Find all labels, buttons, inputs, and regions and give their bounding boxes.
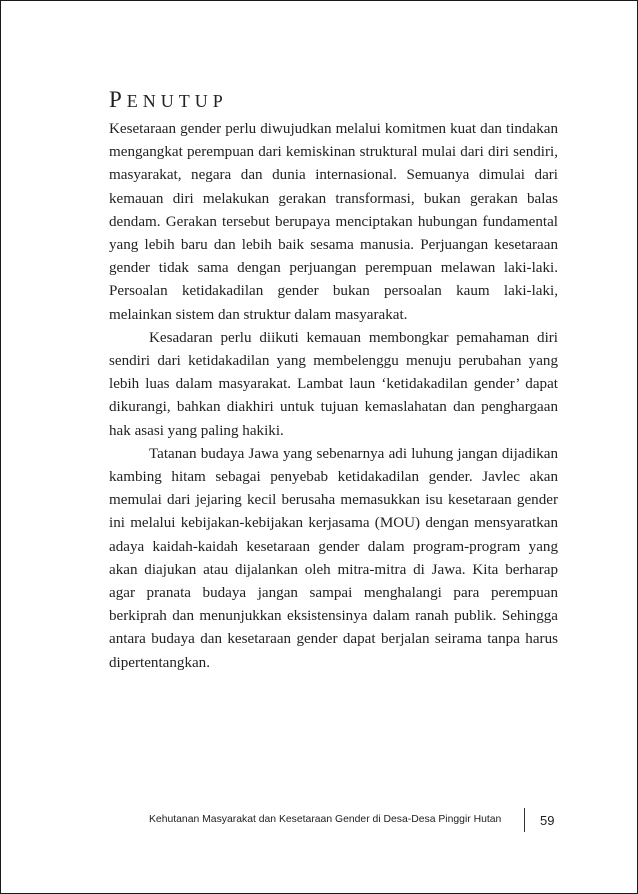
footer-divider xyxy=(524,808,525,832)
page-number: 59 xyxy=(540,813,555,828)
section-title-rest: ENUTUP xyxy=(126,91,228,111)
paragraph-2: Kesadaran perlu diikuti kemauan membongkar pemahaman diri sendiri dari ketidakadilan yang membelenggu menuju perubahan yang lebih luas dalam masyarakat. Lambat laun ‘ketidakadilan gender’ dapat dikurangi, bahkan diakhiri untuk tujuan kemaslahatan dan penghargaan hak asasi yang paling hakiki. xyxy=(109,329,558,439)
section-title xyxy=(109,87,228,113)
paragraph-1: Kesetaraan gender perlu diwujudkan melalui komitmen kuat dan tindakan mengangkat perempuan dari kemiskinan struktural mulai dari diri sendiri, masyarakat, negara dan dunia internasional. Semuanya dimulai dari kemauan diri melakukan gerakan transformasi, bukan gerakan balas dendam. Gerakan tersebut berupaya menciptakan hubungan fundamental yang lebih baru dan lebih baik sesama manusia. Perjuangan kesetaraan gender tidak sama dengan perjuangan perempuan melawan laki-laki. Persoalan ketidakadilan gender bukan persoalan kaum laki-laki, melainkan sistem dan struktur dalam masyarakat. xyxy=(109,121,558,323)
body-text xyxy=(109,118,558,675)
page-footer xyxy=(149,808,559,834)
paragraph-3: Tatanan budaya Jawa yang sebenarnya adi luhung jangan dijadikan kambing hitam sebagai penyebab ketidakadilan gender. Javlec akan memulai dari jejaring kecil berusaha memasukkan isu kesetaraan gender ini melalui kebijakan-kebijakan kerjasama (MOU) dengan mensyaratkan adaya kaidah-kaidah kesetaraan gender dalam program-program yang akan diajukan atau dijalankan oleh mitra-mitra di Jawa. Kita berharap agar pranata budaya jangan sampai menghalangi para perempuan berkiprah dan menunjukkan eksistensinya dalam ranah publik. Sehingga antara budaya dan kesetaraan gender dapat berjalan seirama tanpa harus dipertentangkan. xyxy=(109,445,558,671)
section-title-initial: P xyxy=(109,87,127,112)
running-title: Kehutanan Masyarakat dan Kesetaraan Gender di Desa-Desa Pinggir Hutan xyxy=(149,814,502,825)
